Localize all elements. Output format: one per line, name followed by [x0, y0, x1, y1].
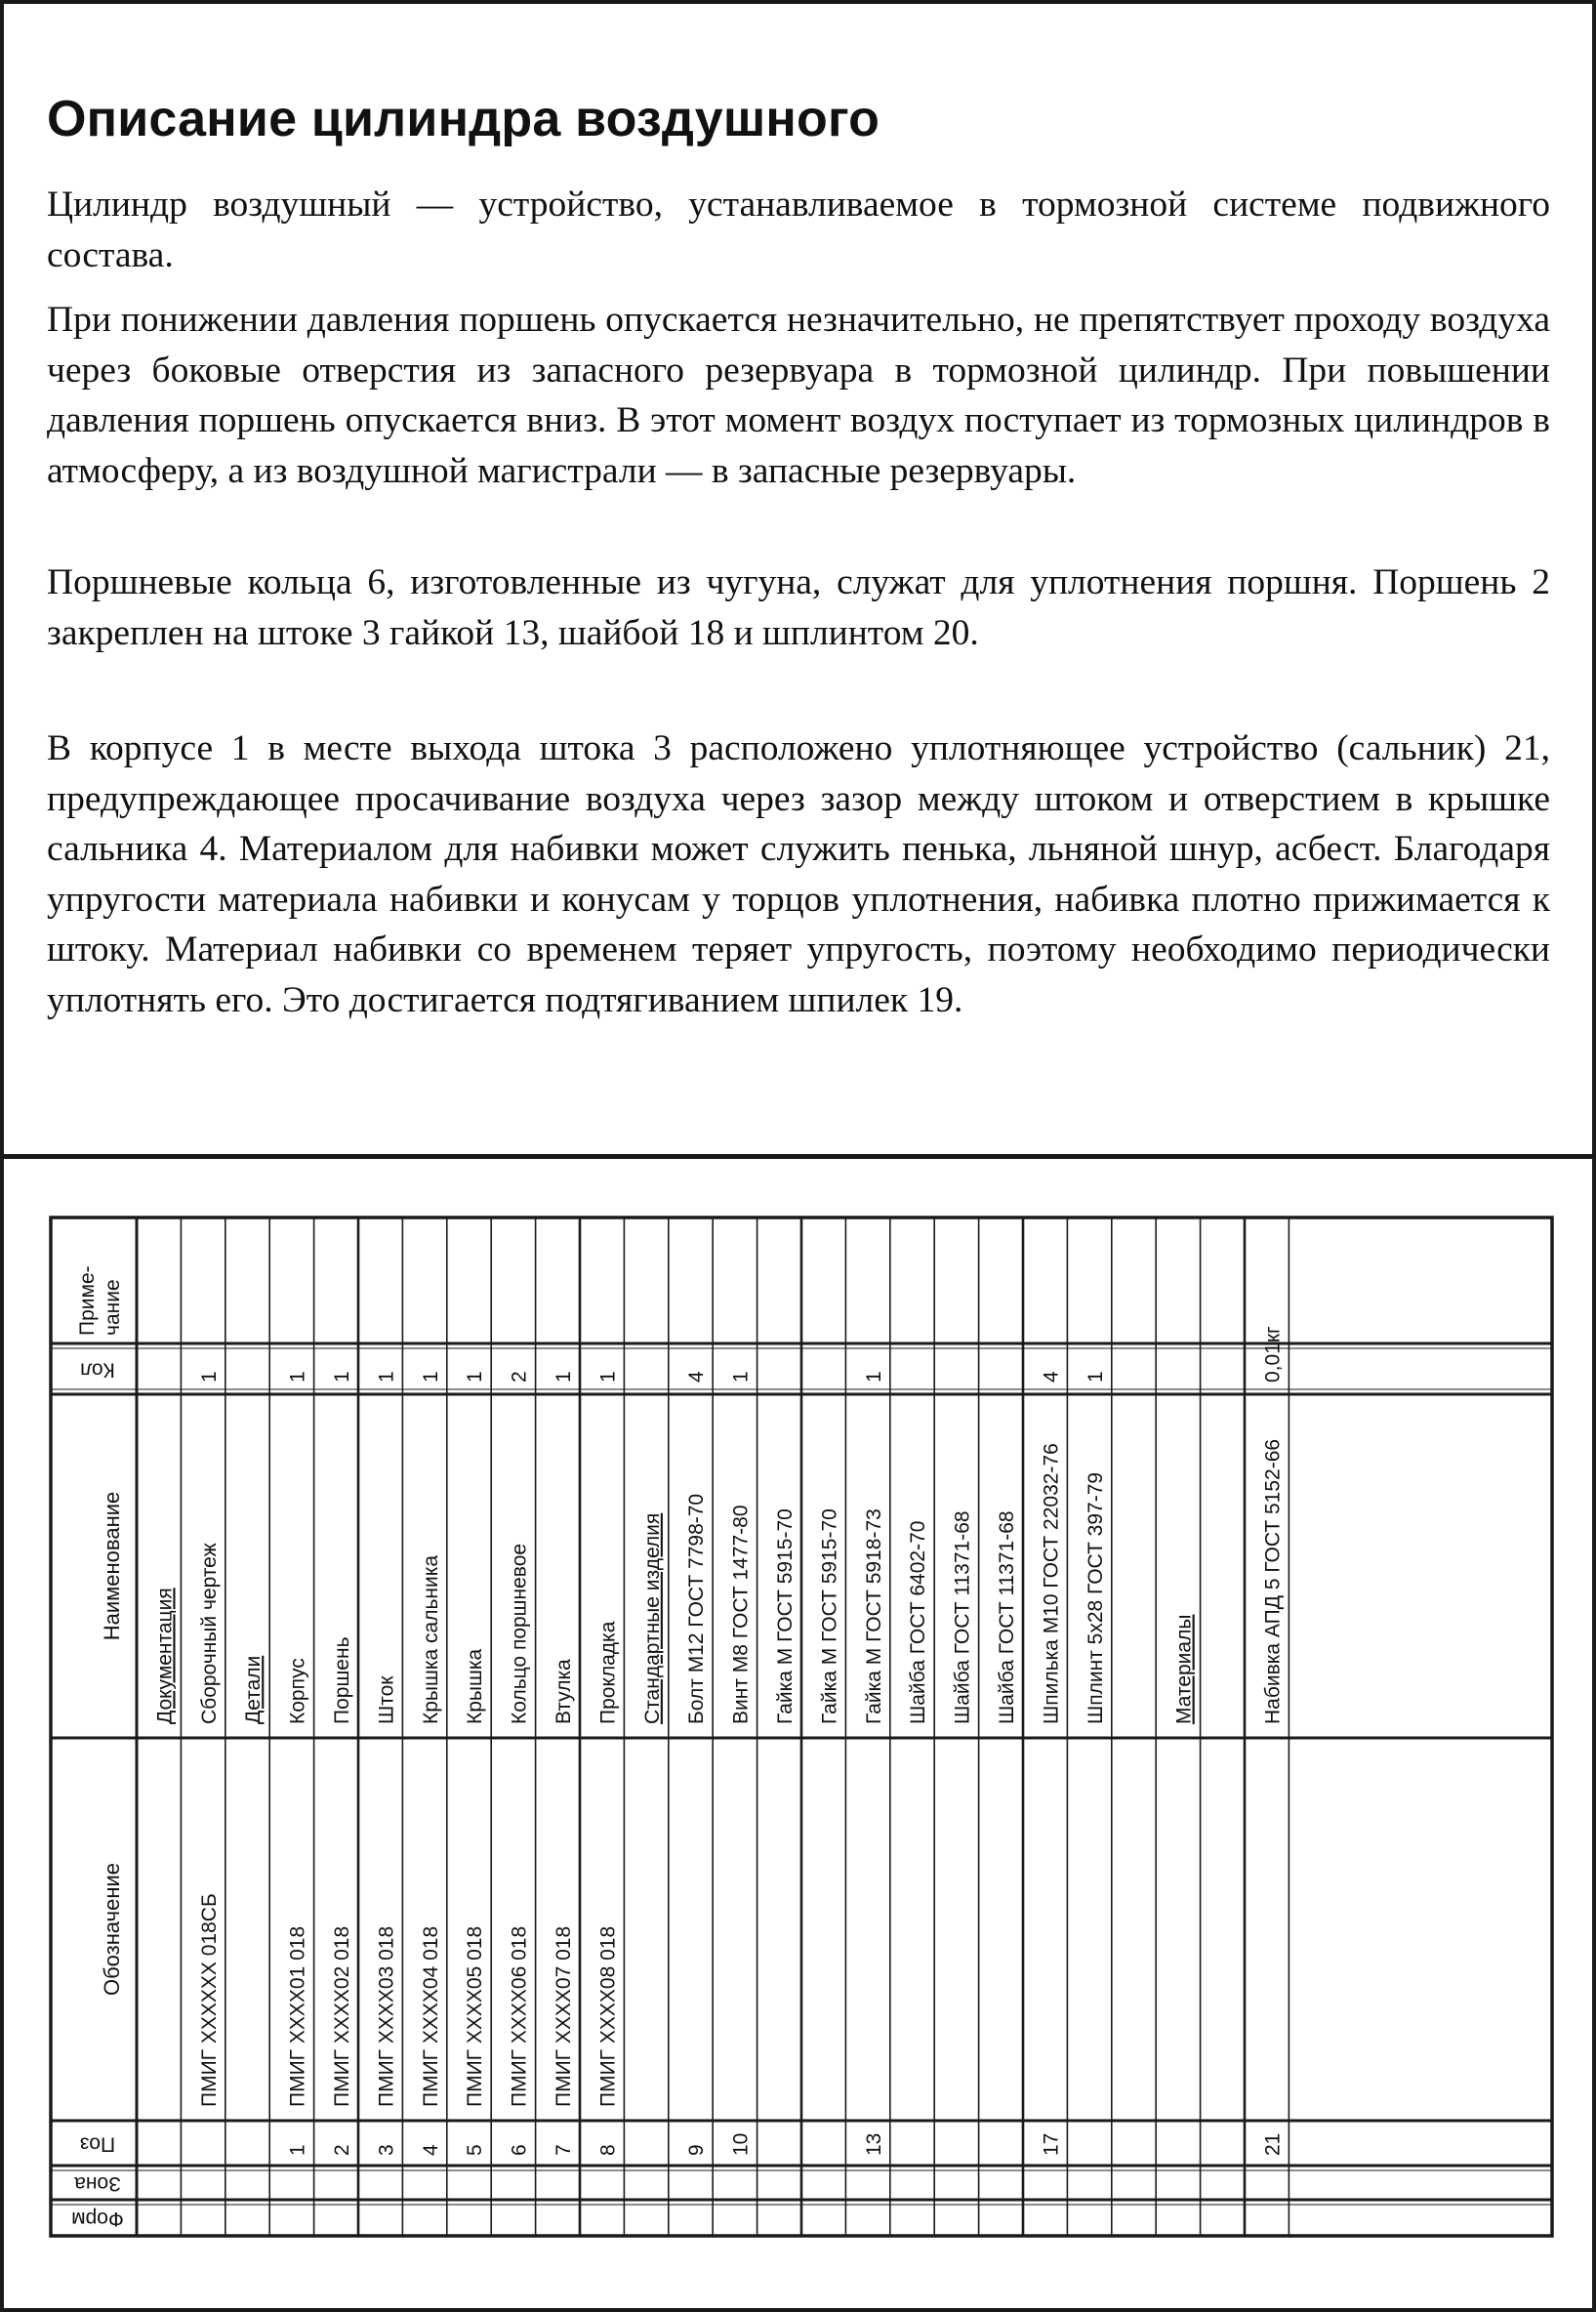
spec-row-designation: ПМИГ ХХХХ08 018	[596, 1925, 620, 2107]
header-qty: Кол	[80, 1358, 115, 1382]
header-zone: Зона	[74, 2171, 121, 2195]
spec-row-qty: 1	[419, 1371, 442, 1383]
spec-row-name: Гайка М ГОСТ 5915-70	[818, 1508, 841, 1724]
spec-row-pos: 6	[508, 2144, 531, 2156]
spec-row-pos: 7	[552, 2144, 575, 2156]
paragraph-gland-seal: В корпусе 1 в месте выхода штока 3 расположено уплотняющее устройство (сальник) 21, предупреждающее просачивание воздуха через зазор между штоком и отверстием в крышке сальника 4. Материалом для набивки может служить пенька, льняной шнур, асбест. Благодаря упругости материала набивки и конусам у торцов уплотнения, набивка плотно прижимается к штоку. Материал набивки со временем теряет упругость, поэтому необходимо периодически уплотнять его. Это достигается подтягиванием шпилек 19.	[47, 728, 1550, 1020]
spec-row-qty: 4	[1040, 1371, 1063, 1383]
header-note-line2: чание	[102, 1279, 124, 1336]
spec-row-pos: 2	[331, 2144, 353, 2156]
spec-row-pos: 1	[286, 2144, 309, 2156]
spec-row-name: Корпус	[286, 1658, 309, 1724]
header-designation: Обозначение	[100, 1862, 124, 1997]
spec-row-name: Материалы	[1172, 1614, 1196, 1724]
spec-row-qty: 1	[331, 1371, 353, 1383]
spec-row-name: Гайка М ГОСТ 5918-73	[862, 1508, 885, 1724]
paragraph-purpose: Цилиндр воздушный — устройство, устанавливаемое в тормозной системе подвижного состава.	[47, 185, 1550, 275]
spec-row-qty: 1	[286, 1371, 309, 1383]
spec-row-qty: 1	[552, 1371, 575, 1383]
spec-row-qty: 4	[685, 1371, 709, 1383]
spec-row-name: Шайба ГОСТ 11371-68	[951, 1510, 974, 1724]
spec-row-name: Шайба ГОСТ 6402-70	[907, 1520, 930, 1724]
spec-row-designation: ПМИГ ХХХХ01 018	[286, 1925, 309, 2107]
spec-row-name: Детали	[242, 1655, 266, 1724]
spec-row-pos: 8	[596, 2144, 620, 2156]
spec-row-qty: 1	[375, 1371, 398, 1383]
spec-row-pos: 10	[729, 2132, 753, 2156]
spec-row-name: Гайка М ГОСТ 5915-70	[774, 1508, 797, 1724]
spec-row-name: Крышка сальника	[419, 1554, 442, 1724]
spec-row-designation: ПМИГ ХХХХ02 018	[331, 1925, 353, 2107]
spec-row-name: Шайба ГОСТ 11371-68	[996, 1510, 1018, 1724]
spec-row-name: Винт М8 ГОСТ 1477-80	[729, 1505, 753, 1724]
spec-row-designation: ПМИГ ХХХХ03 018	[375, 1925, 398, 2107]
spec-row-name: Шплинт 5х28 ГОСТ 397-79	[1084, 1471, 1107, 1724]
spec-row-designation: ПМИГ ХХХХ05 018	[464, 1925, 487, 2107]
spec-row-name: Прокладка	[596, 1621, 620, 1724]
header-pos: Поз	[79, 2132, 116, 2156]
spec-row-qty: 1	[197, 1371, 221, 1383]
spec-row-qty: 0,01кг	[1261, 1326, 1285, 1383]
spec-row-qty: 1	[596, 1371, 620, 1383]
spec-row-pos: 5	[464, 2144, 487, 2156]
spec-row-qty: 2	[508, 1371, 531, 1383]
header-note-line1: Приме-	[76, 1265, 99, 1336]
spec-row-name: Поршень	[331, 1636, 353, 1724]
spec-row-name: Сборочный чертеж	[197, 1543, 221, 1724]
spec-row-pos: 13	[862, 2132, 885, 2156]
spec-row-pos: 9	[685, 2144, 709, 2156]
paragraph-piston-rings: Поршневые кольца 6, изготовленные из чугуна, служат для уплотнения поршня. Поршень 2 закреплен на штоке 3 гайкой 13, шайбой 18 и шплинтом 20.	[47, 562, 1550, 653]
spec-row-name: Крышка	[464, 1648, 487, 1724]
paragraph-operation: При понижении давления поршень опускается незначительно, не препятствует проходу воздуха через боковые отверстия из запасного резервуара в тормозной цилиндр. При повышении давления поршень опускается вниз. В этот момент воздух поступает из тормозных цилиндров в атмосферу, а из воздушной магистрали — в запасные резервуары.	[47, 300, 1550, 491]
spec-row-qty: 1	[464, 1371, 487, 1383]
header-name: Наименование	[100, 1491, 124, 1641]
spec-row-designation: ПМИГ ХХХХХХ 018СБ	[197, 1893, 221, 2107]
spec-row-pos: 4	[419, 2144, 442, 2156]
spec-row-name: Набивка АПД 5 ГОСТ 5152-66	[1261, 1438, 1285, 1724]
spec-row-name: Стандартные изделия	[640, 1512, 664, 1724]
header-format: Форм	[71, 2207, 124, 2230]
spec-row-qty: 1	[862, 1371, 885, 1383]
spec-row-qty: 1	[729, 1371, 753, 1383]
page-title: Описание цилиндра воздушного	[47, 91, 880, 147]
spec-row-name: Шпилька М10 ГОСТ 22032-76	[1040, 1443, 1063, 1724]
spec-row-designation: ПМИГ ХХХХ06 018	[508, 1925, 531, 2107]
spec-row-qty: 1	[1084, 1371, 1107, 1383]
spec-row-pos: 17	[1040, 2132, 1063, 2156]
spec-row-name: Кольцо поршневое	[508, 1543, 531, 1724]
spec-row-designation: ПМИГ ХХХХ07 018	[552, 1925, 575, 2107]
spec-row-pos: 21	[1261, 2132, 1285, 2156]
spec-row-name: Болт М12 ГОСТ 7798-70	[685, 1493, 709, 1724]
spec-row-name: Втулка	[552, 1659, 575, 1724]
spec-row-designation: ПМИГ ХХХХ04 018	[419, 1925, 442, 2107]
spec-row-name: Шток	[375, 1675, 398, 1724]
spec-row-pos: 3	[375, 2144, 398, 2156]
spec-row-name: Документация	[153, 1588, 177, 1724]
